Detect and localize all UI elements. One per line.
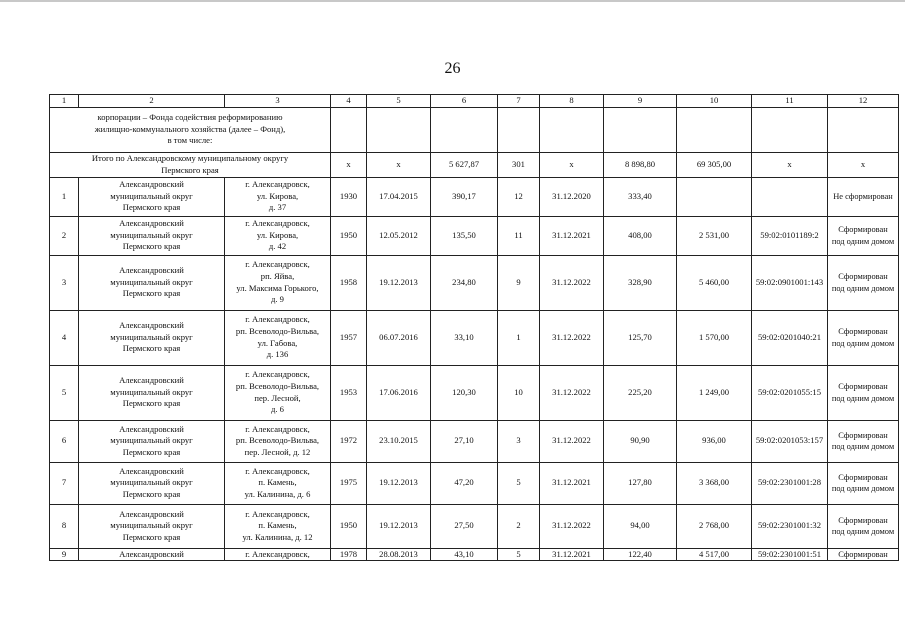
cadastral-number-cell: 59:02:0201040:21 <box>752 310 828 365</box>
table-cell: 9 <box>498 255 540 310</box>
table-cell: 31.12.2021 <box>540 216 604 255</box>
table-cell <box>677 107 752 152</box>
row-number: 8 <box>50 504 79 548</box>
table-cell: 31.12.2022 <box>540 255 604 310</box>
status-cell: Сформирован под одним домом <box>828 365 899 420</box>
table-cell: 31.12.2022 <box>540 504 604 548</box>
column-number-row <box>50 95 899 108</box>
cadastral-number-cell: 59:02:2301001:28 <box>752 462 828 504</box>
table-row <box>50 548 899 561</box>
cadastral-number-cell: 59:02:2301001:32 <box>752 504 828 548</box>
row-number: 6 <box>50 420 79 462</box>
row-number: 3 <box>50 255 79 310</box>
column-header: 3 <box>225 95 331 108</box>
address-cell: г. Александровск, рп. Всеволодо-Вильва, пер. Лесной, д. 12 <box>225 420 331 462</box>
table-cell: 90,90 <box>604 420 677 462</box>
address-cell: г. Александровск, п. Камень, ул. Калинина, д. 6 <box>225 462 331 504</box>
municipality-cell: Александровский муниципальный округ Пермского края <box>79 177 225 216</box>
cadastral-number-cell: 59:02:0901001:143 <box>752 255 828 310</box>
column-header: 8 <box>540 95 604 108</box>
table-cell: 936,00 <box>677 420 752 462</box>
table-cell: 122,40 <box>604 548 677 561</box>
table-cell <box>331 107 367 152</box>
municipality-cell: Александровский муниципальный округ Пермского края <box>79 420 225 462</box>
status-cell: Сформирован под одним домом <box>828 420 899 462</box>
municipality-cell: Александровский муниципальный округ Пермского края <box>79 365 225 420</box>
table-cell: 12.05.2012 <box>367 216 431 255</box>
row-number: 7 <box>50 462 79 504</box>
table-cell: 120,30 <box>431 365 498 420</box>
table-cell: 301 <box>498 152 540 177</box>
table-cell: 2 768,00 <box>677 504 752 548</box>
table-cell: 19.12.2013 <box>367 504 431 548</box>
table-cell: 8 898,80 <box>604 152 677 177</box>
table-cell: 12 <box>498 177 540 216</box>
table-cell: 390,17 <box>431 177 498 216</box>
table-cell: 2 <box>498 504 540 548</box>
table-cell: 31.12.2021 <box>540 462 604 504</box>
cadastral-number-cell: 59:02:2301001:51 <box>752 548 828 561</box>
address-cell: г. Александровск, рп. Всеволодо-Вильва, ул. Габова, д. 136 <box>225 310 331 365</box>
intro-row <box>50 107 899 152</box>
table-cell: 17.04.2015 <box>367 177 431 216</box>
column-header: 11 <box>752 95 828 108</box>
cadastral-number-cell <box>752 177 828 216</box>
table-cell: x <box>540 152 604 177</box>
table-cell: 1950 <box>331 504 367 548</box>
table-cell: 31.12.2020 <box>540 177 604 216</box>
table-cell: 328,90 <box>604 255 677 310</box>
status-cell: Сформирован под одним домом <box>828 462 899 504</box>
cadastral-number-cell: 59:02:0101189:2 <box>752 216 828 255</box>
table-cell <box>540 107 604 152</box>
table-row <box>50 255 899 310</box>
table-cell: 33,10 <box>431 310 498 365</box>
table-row <box>50 420 899 462</box>
table-row <box>50 504 899 548</box>
table-cell: 135,50 <box>431 216 498 255</box>
table-cell: 234,80 <box>431 255 498 310</box>
address-cell: г. Александровск, п. Камень, ул. Калинина, д. 12 <box>225 504 331 548</box>
status-cell: Сформирован под одним домом <box>828 255 899 310</box>
table-cell: 19.12.2013 <box>367 462 431 504</box>
table-cell: 31.12.2022 <box>540 310 604 365</box>
table-cell <box>752 107 828 152</box>
column-header: 9 <box>604 95 677 108</box>
table-cell: 27,10 <box>431 420 498 462</box>
address-cell: г. Александровск, ул. Кирова, д. 37 <box>225 177 331 216</box>
table-cell: 1975 <box>331 462 367 504</box>
row-number: 9 <box>50 548 79 561</box>
municipality-cell: Александровский муниципальный округ Пермского края <box>79 462 225 504</box>
status-cell: Сформирован под одним домом <box>828 216 899 255</box>
table-cell: 17.06.2016 <box>367 365 431 420</box>
table-cell: 5 <box>498 462 540 504</box>
table-cell: 10 <box>498 365 540 420</box>
column-header: 5 <box>367 95 431 108</box>
table-cell: 11 <box>498 216 540 255</box>
total-label: Итого по Александровскому муниципальному округу Пермского края <box>50 152 331 177</box>
column-header: 2 <box>79 95 225 108</box>
table-cell: 31.12.2022 <box>540 365 604 420</box>
column-header: 1 <box>50 95 79 108</box>
table-cell: 1972 <box>331 420 367 462</box>
table-cell: 1950 <box>331 216 367 255</box>
table-cell: x <box>752 152 828 177</box>
status-cell: Сформирован под одним домом <box>828 504 899 548</box>
table-cell: 2 531,00 <box>677 216 752 255</box>
table-row <box>50 365 899 420</box>
cadastral-number-cell: 59:02:0201055:15 <box>752 365 828 420</box>
municipality-cell: Александровский муниципальный округ Пермского края <box>79 504 225 548</box>
table-cell: 94,00 <box>604 504 677 548</box>
table-cell: 31.12.2022 <box>540 420 604 462</box>
address-cell: г. Александровск, рп. Всеволодо-Вильва, пер. Лесной, д. 6 <box>225 365 331 420</box>
table-cell: 1957 <box>331 310 367 365</box>
row-number: 5 <box>50 365 79 420</box>
table-cell: 23.10.2015 <box>367 420 431 462</box>
table-cell: 5 <box>498 548 540 561</box>
total-row <box>50 152 899 177</box>
table-cell: 3 368,00 <box>677 462 752 504</box>
table-row <box>50 310 899 365</box>
municipality-cell: Александровский муниципальный округ Пермского края <box>79 310 225 365</box>
table-cell: 47,20 <box>431 462 498 504</box>
table-cell: 1 <box>498 310 540 365</box>
table-cell: 127,80 <box>604 462 677 504</box>
table-cell: 1978 <box>331 548 367 561</box>
table-cell: 225,20 <box>604 365 677 420</box>
table-cell: 5 627,87 <box>431 152 498 177</box>
table-cell: 06.07.2016 <box>367 310 431 365</box>
table-cell: 1958 <box>331 255 367 310</box>
address-cell: г. Александровск, <box>225 548 331 561</box>
column-header: 6 <box>431 95 498 108</box>
table-row <box>50 177 899 216</box>
table-cell: 3 <box>498 420 540 462</box>
table-cell: 19.12.2013 <box>367 255 431 310</box>
table-cell: 1 249,00 <box>677 365 752 420</box>
column-header: 10 <box>677 95 752 108</box>
column-header: 12 <box>828 95 899 108</box>
status-cell: Не сформирован <box>828 177 899 216</box>
page-number: 26 <box>444 60 461 77</box>
table-cell <box>604 107 677 152</box>
table-cell: 1 570,00 <box>677 310 752 365</box>
status-cell: Сформирован <box>828 548 899 561</box>
table-cell: 28.08.2013 <box>367 548 431 561</box>
table-cell: 125,70 <box>604 310 677 365</box>
table-cell: 43,10 <box>431 548 498 561</box>
intro-text: корпорации – Фонда содействия реформированию жилищно-коммунального хозяйства (далее – Фонд), в том числе: <box>50 107 331 152</box>
table-cell: 333,40 <box>604 177 677 216</box>
table-cell <box>431 107 498 152</box>
table-cell <box>367 107 431 152</box>
cadastral-number-cell: 59:02:0201053:157 <box>752 420 828 462</box>
column-header: 4 <box>331 95 367 108</box>
table-cell: x <box>367 152 431 177</box>
address-cell: г. Александровск, ул. Кирова, д. 42 <box>225 216 331 255</box>
table-row <box>50 216 899 255</box>
table-cell: 69 305,00 <box>677 152 752 177</box>
column-header: 7 <box>498 95 540 108</box>
row-number: 1 <box>50 177 79 216</box>
status-cell: Сформирован под одним домом <box>828 310 899 365</box>
table-cell: 31.12.2021 <box>540 548 604 561</box>
housing-table <box>49 94 899 561</box>
table-cell: 5 460,00 <box>677 255 752 310</box>
table-cell <box>498 107 540 152</box>
municipality-cell: Александровский муниципальный округ Пермского края <box>79 255 225 310</box>
address-cell: г. Александровск, рп. Яйва, ул. Максима Горького, д. 9 <box>225 255 331 310</box>
row-number: 2 <box>50 216 79 255</box>
top-rule <box>0 0 905 2</box>
table-row <box>50 462 899 504</box>
table-cell: 1953 <box>331 365 367 420</box>
table-cell <box>677 177 752 216</box>
table-cell <box>828 107 899 152</box>
table-cell: 408,00 <box>604 216 677 255</box>
table-cell: 4 517,00 <box>677 548 752 561</box>
table-cell: x <box>331 152 367 177</box>
table-cell: 1930 <box>331 177 367 216</box>
municipality-cell: Александровский муниципальный округ Пермского края <box>79 216 225 255</box>
table-cell: x <box>828 152 899 177</box>
table-cell: 27,50 <box>431 504 498 548</box>
municipality-cell: Александровский <box>79 548 225 561</box>
row-number: 4 <box>50 310 79 365</box>
